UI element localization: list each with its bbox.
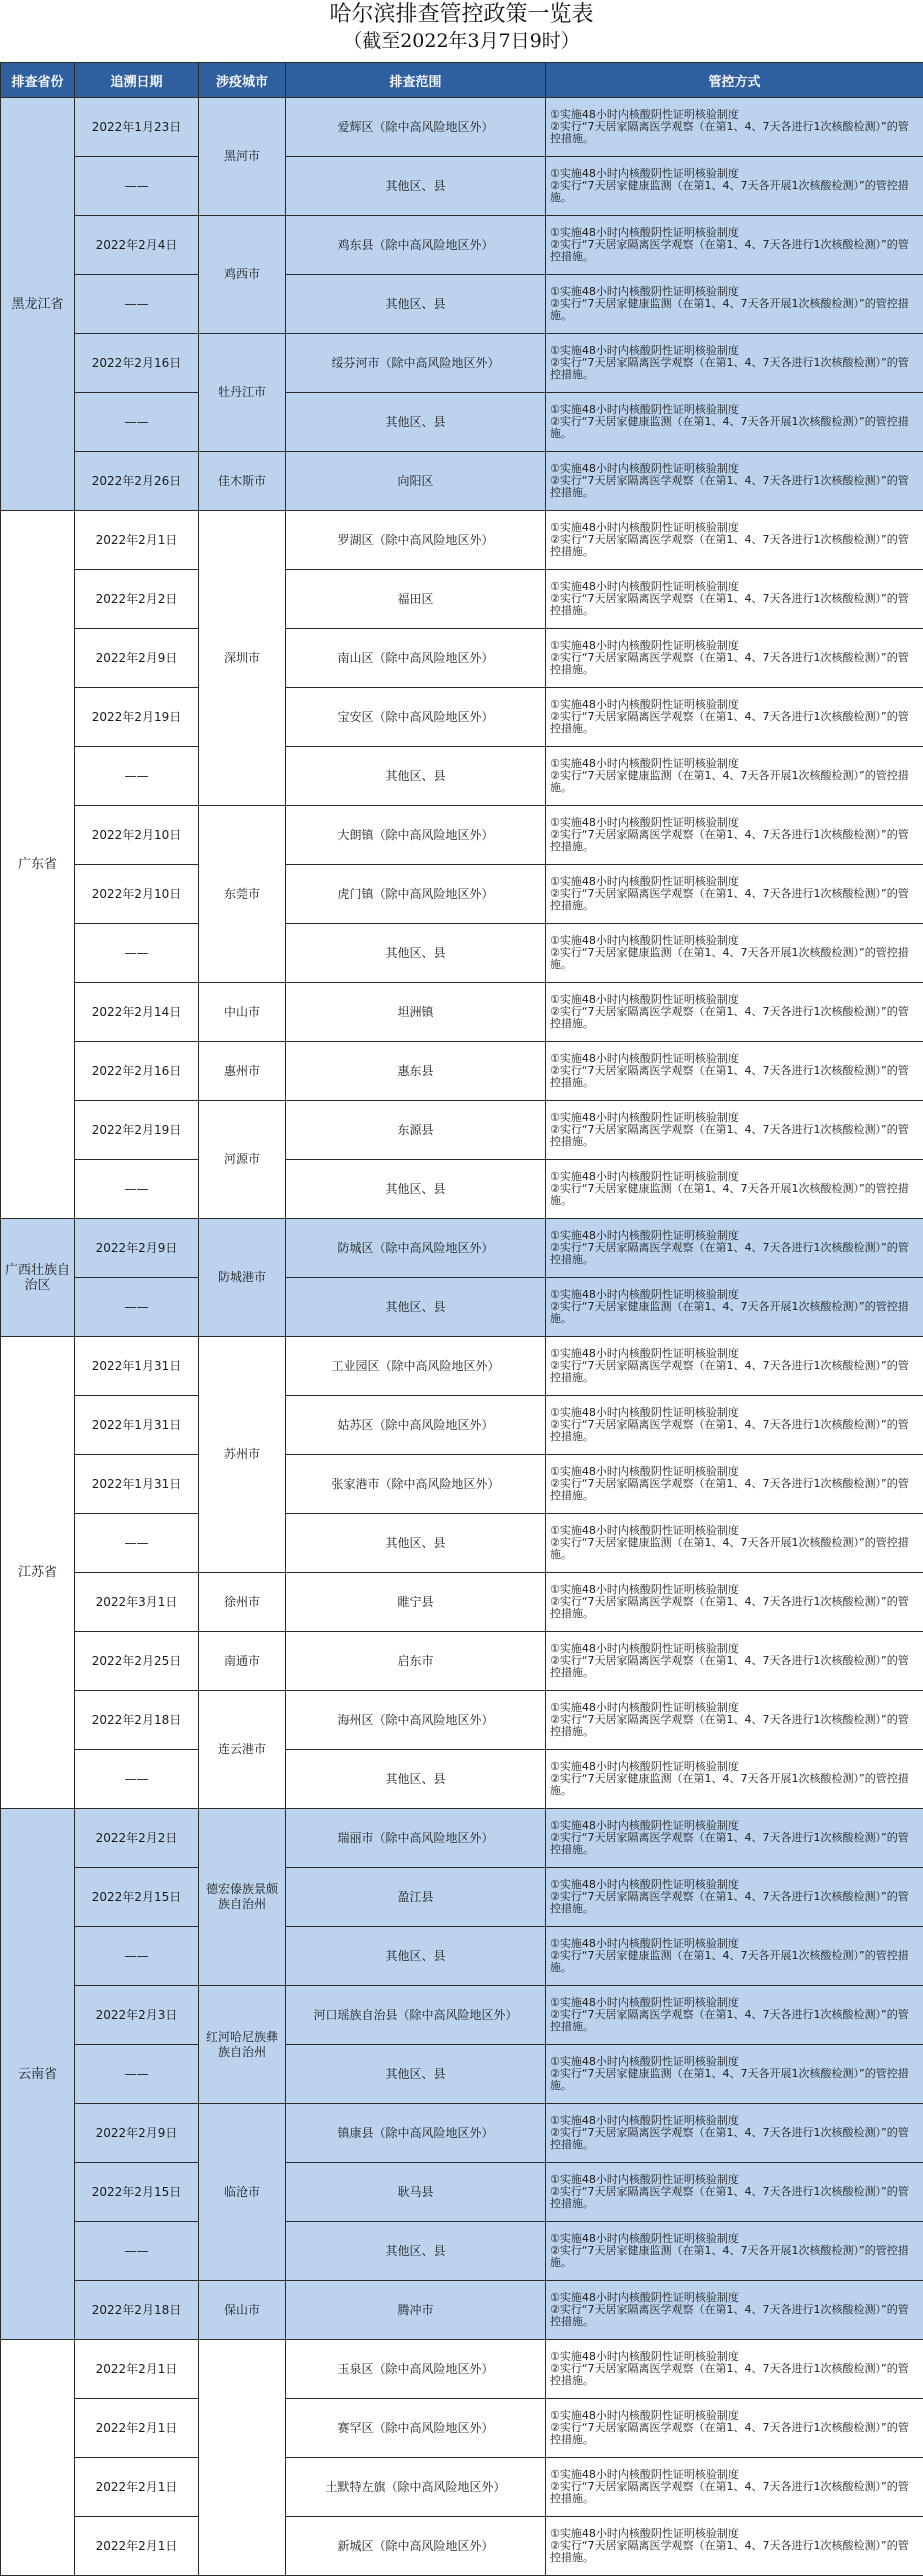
policy-cell: ①实施48小时内核酸阴性证明核验制度 ②实行“7天居家健康监测（在第1、4、7天各开展1次核酸检测）”的管控措施。: [546, 1750, 923, 1809]
policy-cell: ①实施48小时内核酸阴性证明核验制度 ②实行“7天居家隔离医学观察（在第1、4、7天各进行1次核酸检测）”的管控措施。: [546, 1219, 923, 1278]
date-cell: 2022年2月16日: [75, 334, 199, 393]
table-row: [1, 570, 923, 629]
range-cell: 其他区、县: [286, 393, 546, 452]
date-cell: 2022年1月31日: [75, 1455, 199, 1514]
date-cell: 2022年2月19日: [75, 688, 199, 747]
table-row: [1, 1396, 923, 1455]
range-cell: 玉泉区（除中高风险地区外）: [286, 2340, 546, 2399]
range-cell: 工业园区（除中高风险地区外）: [286, 1337, 546, 1396]
policy-cell: ①实施48小时内核酸阴性证明核验制度 ②实行“7天居家健康监测（在第1、4、7天各开展1次核酸检测）”的管控措施。: [546, 2222, 923, 2281]
table-row: [1, 393, 923, 452]
table-row: [1, 1337, 923, 1396]
range-cell: 罗湖区（除中高风险地区外）: [286, 511, 546, 570]
range-cell: 赛罕区（除中高风险地区外）: [286, 2399, 546, 2458]
city-cell: [199, 2340, 286, 2576]
policy-cell: ①实施48小时内核酸阴性证明核验制度 ②实行“7天居家隔离医学观察（在第1、4、7天各进行1次核酸检测）”的管控措施。: [546, 1396, 923, 1455]
range-cell: 海州区（除中高风险地区外）: [286, 1691, 546, 1750]
range-cell: 腾冲市: [286, 2281, 546, 2340]
table-row: [1, 2045, 923, 2104]
date-cell: 2022年2月2日: [75, 570, 199, 629]
policy-cell: ①实施48小时内核酸阴性证明核验制度 ②实行“7天居家健康监测（在第1、4、7天各开展1次核酸检测）”的管控措施。: [546, 1514, 923, 1573]
table-row: [1, 1455, 923, 1514]
province-cell: [1, 2340, 75, 2576]
province-cell: 广西壮族自治区: [1, 1219, 75, 1337]
table-row: [1, 1101, 923, 1160]
policy-cell: ①实施48小时内核酸阴性证明核验制度 ②实行“7天居家隔离医学观察（在第1、4、7天各进行1次核酸检测）”的管控措施。: [546, 2458, 923, 2517]
date-cell: 2022年2月1日: [75, 511, 199, 570]
table-row: [1, 1042, 923, 1101]
range-cell: 河口瑶族自治县（除中高风险地区外）: [286, 1986, 546, 2045]
page-subtitle: （截至2022年3月7日9时）: [0, 28, 923, 54]
policy-cell: ①实施48小时内核酸阴性证明核验制度 ②实行“7天居家隔离医学观察（在第1、4、7天各进行1次核酸检测）”的管控措施。: [546, 1986, 923, 2045]
policy-cell: ①实施48小时内核酸阴性证明核验制度 ②实行“7天居家健康监测（在第1、4、7天各开展1次核酸检测）”的管控措施。: [546, 1927, 923, 1986]
title-block: [0, 0, 923, 62]
table-row: [1, 1160, 923, 1219]
city-cell: 苏州市: [199, 1337, 286, 1573]
table-row: [1, 1278, 923, 1337]
table-row: [1, 1986, 923, 2045]
city-cell: 东莞市: [199, 806, 286, 983]
range-cell: 其他区、县: [286, 747, 546, 806]
range-cell: 其他区、县: [286, 1160, 546, 1219]
policy-cell: ①实施48小时内核酸阴性证明核验制度 ②实行“7天居家隔离医学观察（在第1、4、7天各进行1次核酸检测）”的管控措施。: [546, 511, 923, 570]
table-row: [1, 2222, 923, 2281]
table-row: [1, 747, 923, 806]
date-cell: ——: [75, 1750, 199, 1809]
city-cell: 德宏傣族景颇族自治州: [199, 1809, 286, 1986]
table-row: [1, 2104, 923, 2163]
table-row: [1, 1219, 923, 1278]
policy-cell: ①实施48小时内核酸阴性证明核验制度 ②实行“7天居家隔离医学观察（在第1、4、7天各进行1次核酸检测）”的管控措施。: [546, 1337, 923, 1396]
date-cell: ——: [75, 393, 199, 452]
policy-cell: ①实施48小时内核酸阴性证明核验制度 ②实行“7天居家隔离医学观察（在第1、4、7天各进行1次核酸检测）”的管控措施。: [546, 1101, 923, 1160]
range-cell: 其他区、县: [286, 1514, 546, 1573]
column-header-policy: 管控方式: [546, 63, 923, 98]
table-row: [1, 924, 923, 983]
range-cell: 坦洲镇: [286, 983, 546, 1042]
table-row: [1, 1632, 923, 1691]
table-row: [1, 2399, 923, 2458]
date-cell: 2022年2月15日: [75, 2163, 199, 2222]
policy-cell: ①实施48小时内核酸阴性证明核验制度 ②实行“7天居家隔离医学观察（在第1、4、7天各进行1次核酸检测）”的管控措施。: [546, 1455, 923, 1514]
date-cell: 2022年2月19日: [75, 1101, 199, 1160]
table-row: [1, 865, 923, 924]
table-row: [1, 1573, 923, 1632]
table-header-row: [1, 63, 923, 98]
date-cell: 2022年2月9日: [75, 629, 199, 688]
city-cell: 防城港市: [199, 1219, 286, 1337]
range-cell: 鸡东县（除中高风险地区外）: [286, 216, 546, 275]
city-cell: 徐州市: [199, 1573, 286, 1632]
range-cell: 宝安区（除中高风险地区外）: [286, 688, 546, 747]
date-cell: 2022年1月23日: [75, 98, 199, 157]
table-row: [1, 2281, 923, 2340]
city-cell: 惠州市: [199, 1042, 286, 1101]
city-cell: 中山市: [199, 983, 286, 1042]
table-row: [1, 1514, 923, 1573]
date-cell: 2022年2月18日: [75, 1691, 199, 1750]
date-cell: ——: [75, 747, 199, 806]
date-cell: ——: [75, 1927, 199, 1986]
table-row: [1, 2517, 923, 2576]
range-cell: 其他区、县: [286, 1927, 546, 1986]
policy-cell: ①实施48小时内核酸阴性证明核验制度 ②实行“7天居家隔离医学观察（在第1、4、7天各进行1次核酸检测）”的管控措施。: [546, 452, 923, 511]
table-row: [1, 983, 923, 1042]
date-cell: 2022年2月14日: [75, 983, 199, 1042]
range-cell: 镇康县（除中高风险地区外）: [286, 2104, 546, 2163]
city-cell: 南通市: [199, 1632, 286, 1691]
column-header-province: 排查省份: [1, 63, 75, 98]
table-row: [1, 2163, 923, 2222]
city-cell: 保山市: [199, 2281, 286, 2340]
range-cell: 大朗镇（除中高风险地区外）: [286, 806, 546, 865]
province-cell: 广东省: [1, 511, 75, 1219]
range-cell: 防城区（除中高风险地区外）: [286, 1219, 546, 1278]
date-cell: ——: [75, 275, 199, 334]
policy-cell: ①实施48小时内核酸阴性证明核验制度 ②实行“7天居家隔离医学观察（在第1、4、7天各进行1次核酸检测）”的管控措施。: [546, 1042, 923, 1101]
date-cell: 2022年2月16日: [75, 1042, 199, 1101]
table-row: [1, 1927, 923, 1986]
table-row: [1, 98, 923, 157]
date-cell: ——: [75, 924, 199, 983]
policy-cell: ①实施48小时内核酸阴性证明核验制度 ②实行“7天居家隔离医学观察（在第1、4、7天各进行1次核酸检测）”的管控措施。: [546, 1868, 923, 1927]
date-cell: 2022年2月3日: [75, 1986, 199, 2045]
range-cell: 新城区（除中高风险地区外）: [286, 2517, 546, 2576]
range-cell: 土默特左旗（除中高风险地区外）: [286, 2458, 546, 2517]
policy-cell: ①实施48小时内核酸阴性证明核验制度 ②实行“7天居家健康监测（在第1、4、7天各开展1次核酸检测）”的管控措施。: [546, 924, 923, 983]
date-cell: 2022年3月1日: [75, 1573, 199, 1632]
city-cell: 黑河市: [199, 98, 286, 216]
date-cell: 2022年2月1日: [75, 2340, 199, 2399]
range-cell: 惠东县: [286, 1042, 546, 1101]
date-cell: 2022年2月10日: [75, 865, 199, 924]
table-row: [1, 216, 923, 275]
table-row: [1, 334, 923, 393]
table-row: [1, 806, 923, 865]
policy-cell: ①实施48小时内核酸阴性证明核验制度 ②实行“7天居家健康监测（在第1、4、7天各开展1次核酸检测）”的管控措施。: [546, 1278, 923, 1337]
policy-cell: ①实施48小时内核酸阴性证明核验制度 ②实行“7天居家隔离医学观察（在第1、4、7天各进行1次核酸检测）”的管控措施。: [546, 2517, 923, 2576]
range-cell: 其他区、县: [286, 157, 546, 216]
date-cell: 2022年1月31日: [75, 1396, 199, 1455]
table-body: [1, 98, 923, 2576]
table-row: [1, 452, 923, 511]
column-header-range: 排查范围: [286, 63, 546, 98]
date-cell: ——: [75, 157, 199, 216]
policy-cell: ①实施48小时内核酸阴性证明核验制度 ②实行“7天居家隔离医学观察（在第1、4、7天各进行1次核酸检测）”的管控措施。: [546, 2399, 923, 2458]
range-cell: 张家港市（除中高风险地区外）: [286, 1455, 546, 1514]
date-cell: 2022年2月1日: [75, 2517, 199, 2576]
policy-cell: ①实施48小时内核酸阴性证明核验制度 ②实行“7天居家隔离医学观察（在第1、4、7天各进行1次核酸检测）”的管控措施。: [546, 334, 923, 393]
table-row: [1, 511, 923, 570]
province-cell: 云南省: [1, 1809, 75, 2340]
range-cell: 盈江县: [286, 1868, 546, 1927]
table-row: [1, 688, 923, 747]
range-cell: 耿马县: [286, 2163, 546, 2222]
policy-cell: ①实施48小时内核酸阴性证明核验制度 ②实行“7天居家隔离医学观察（在第1、4、7天各进行1次核酸检测）”的管控措施。: [546, 570, 923, 629]
range-cell: 其他区、县: [286, 2045, 546, 2104]
range-cell: 启东市: [286, 1632, 546, 1691]
date-cell: 2022年2月1日: [75, 2399, 199, 2458]
date-cell: 2022年2月26日: [75, 452, 199, 511]
province-cell: 江苏省: [1, 1337, 75, 1809]
city-cell: 鸡西市: [199, 216, 286, 334]
policy-cell: ①实施48小时内核酸阴性证明核验制度 ②实行“7天居家隔离医学观察（在第1、4、7天各进行1次核酸检测）”的管控措施。: [546, 216, 923, 275]
city-cell: 牡丹江市: [199, 334, 286, 452]
range-cell: 东源县: [286, 1101, 546, 1160]
city-cell: 连云港市: [199, 1691, 286, 1809]
table-row: [1, 2340, 923, 2399]
range-cell: 其他区、县: [286, 2222, 546, 2281]
policy-cell: ①实施48小时内核酸阴性证明核验制度 ②实行“7天居家健康监测（在第1、4、7天各开展1次核酸检测）”的管控措施。: [546, 747, 923, 806]
city-cell: 佳木斯市: [199, 452, 286, 511]
table-row: [1, 1868, 923, 1927]
table-row: [1, 1809, 923, 1868]
policy-table: [0, 62, 923, 2576]
range-cell: 其他区、县: [286, 275, 546, 334]
table-row: [1, 2458, 923, 2517]
range-cell: 爱辉区（除中高风险地区外）: [286, 98, 546, 157]
policy-cell: ①实施48小时内核酸阴性证明核验制度 ②实行“7天居家隔离医学观察（在第1、4、7天各进行1次核酸检测）”的管控措施。: [546, 2281, 923, 2340]
policy-cell: ①实施48小时内核酸阴性证明核验制度 ②实行“7天居家健康监测（在第1、4、7天各开展1次核酸检测）”的管控措施。: [546, 275, 923, 334]
date-cell: 2022年2月4日: [75, 216, 199, 275]
range-cell: 其他区、县: [286, 1750, 546, 1809]
date-cell: 2022年1月31日: [75, 1337, 199, 1396]
policy-cell: ①实施48小时内核酸阴性证明核验制度 ②实行“7天居家隔离医学观察（在第1、4、7天各进行1次核酸检测）”的管控措施。: [546, 1809, 923, 1868]
policy-cell: ①实施48小时内核酸阴性证明核验制度 ②实行“7天居家健康监测（在第1、4、7天各开展1次核酸检测）”的管控措施。: [546, 393, 923, 452]
range-cell: 南山区（除中高风险地区外）: [286, 629, 546, 688]
table-row: [1, 629, 923, 688]
policy-cell: ①实施48小时内核酸阴性证明核验制度 ②实行“7天居家隔离医学观察（在第1、4、7天各进行1次核酸检测）”的管控措施。: [546, 2104, 923, 2163]
date-cell: ——: [75, 1278, 199, 1337]
policy-cell: ①实施48小时内核酸阴性证明核验制度 ②实行“7天居家隔离医学观察（在第1、4、7天各进行1次核酸检测）”的管控措施。: [546, 688, 923, 747]
policy-cell: ①实施48小时内核酸阴性证明核验制度 ②实行“7天居家隔离医学观察（在第1、4、7天各进行1次核酸检测）”的管控措施。: [546, 98, 923, 157]
range-cell: 其他区、县: [286, 924, 546, 983]
range-cell: 瑞丽市（除中高风险地区外）: [286, 1809, 546, 1868]
city-cell: 临沧市: [199, 2104, 286, 2281]
province-cell: 黑龙江省: [1, 98, 75, 511]
date-cell: 2022年2月15日: [75, 1868, 199, 1927]
range-cell: 虎门镇（除中高风险地区外）: [286, 865, 546, 924]
date-cell: ——: [75, 1514, 199, 1573]
table-row: [1, 157, 923, 216]
range-cell: 福田区: [286, 570, 546, 629]
city-cell: 深圳市: [199, 511, 286, 806]
column-header-date: 追溯日期: [75, 63, 199, 98]
range-cell: 姑苏区（除中高风险地区外）: [286, 1396, 546, 1455]
range-cell: 其他区、县: [286, 1278, 546, 1337]
policy-cell: ①实施48小时内核酸阴性证明核验制度 ②实行“7天居家健康监测（在第1、4、7天各开展1次核酸检测）”的管控措施。: [546, 157, 923, 216]
policy-cell: ①实施48小时内核酸阴性证明核验制度 ②实行“7天居家隔离医学观察（在第1、4、7天各进行1次核酸检测）”的管控措施。: [546, 865, 923, 924]
city-cell: 河源市: [199, 1101, 286, 1219]
policy-cell: ①实施48小时内核酸阴性证明核验制度 ②实行“7天居家健康监测（在第1、4、7天各开展1次核酸检测）”的管控措施。: [546, 1160, 923, 1219]
date-cell: ——: [75, 2222, 199, 2281]
date-cell: 2022年2月10日: [75, 806, 199, 865]
table-row: [1, 1750, 923, 1809]
city-cell: 红河哈尼族彝族自治州: [199, 1986, 286, 2104]
date-cell: 2022年2月18日: [75, 2281, 199, 2340]
policy-cell: ①实施48小时内核酸阴性证明核验制度 ②实行“7天居家隔离医学观察（在第1、4、7天各进行1次核酸检测）”的管控措施。: [546, 2340, 923, 2399]
policy-cell: ①实施48小时内核酸阴性证明核验制度 ②实行“7天居家隔离医学观察（在第1、4、7天各进行1次核酸检测）”的管控措施。: [546, 983, 923, 1042]
policy-cell: ①实施48小时内核酸阴性证明核验制度 ②实行“7天居家隔离医学观察（在第1、4、7天各进行1次核酸检测）”的管控措施。: [546, 1632, 923, 1691]
date-cell: 2022年2月2日: [75, 1809, 199, 1868]
table-row: [1, 1691, 923, 1750]
date-cell: ——: [75, 1160, 199, 1219]
date-cell: 2022年2月9日: [75, 1219, 199, 1278]
policy-cell: ①实施48小时内核酸阴性证明核验制度 ②实行“7天居家隔离医学观察（在第1、4、7天各进行1次核酸检测）”的管控措施。: [546, 1691, 923, 1750]
range-cell: 睢宁县: [286, 1573, 546, 1632]
date-cell: 2022年2月1日: [75, 2458, 199, 2517]
column-header-city: 涉疫城市: [199, 63, 286, 98]
policy-cell: ①实施48小时内核酸阴性证明核验制度 ②实行“7天居家健康监测（在第1、4、7天各开展1次核酸检测）”的管控措施。: [546, 2045, 923, 2104]
policy-cell: ①实施48小时内核酸阴性证明核验制度 ②实行“7天居家隔离医学观察（在第1、4、7天各进行1次核酸检测）”的管控措施。: [546, 806, 923, 865]
range-cell: 向阳区: [286, 452, 546, 511]
page-title: 哈尔滨排查管控政策一览表: [0, 2, 923, 28]
range-cell: 绥芬河市（除中高风险地区外）: [286, 334, 546, 393]
table-row: [1, 275, 923, 334]
date-cell: ——: [75, 2045, 199, 2104]
policy-cell: ①实施48小时内核酸阴性证明核验制度 ②实行“7天居家隔离医学观察（在第1、4、7天各进行1次核酸检测）”的管控措施。: [546, 2163, 923, 2222]
date-cell: 2022年2月25日: [75, 1632, 199, 1691]
policy-cell: ①实施48小时内核酸阴性证明核验制度 ②实行“7天居家隔离医学观察（在第1、4、7天各进行1次核酸检测）”的管控措施。: [546, 1573, 923, 1632]
policy-cell: ①实施48小时内核酸阴性证明核验制度 ②实行“7天居家隔离医学观察（在第1、4、7天各进行1次核酸检测）”的管控措施。: [546, 629, 923, 688]
date-cell: 2022年2月9日: [75, 2104, 199, 2163]
